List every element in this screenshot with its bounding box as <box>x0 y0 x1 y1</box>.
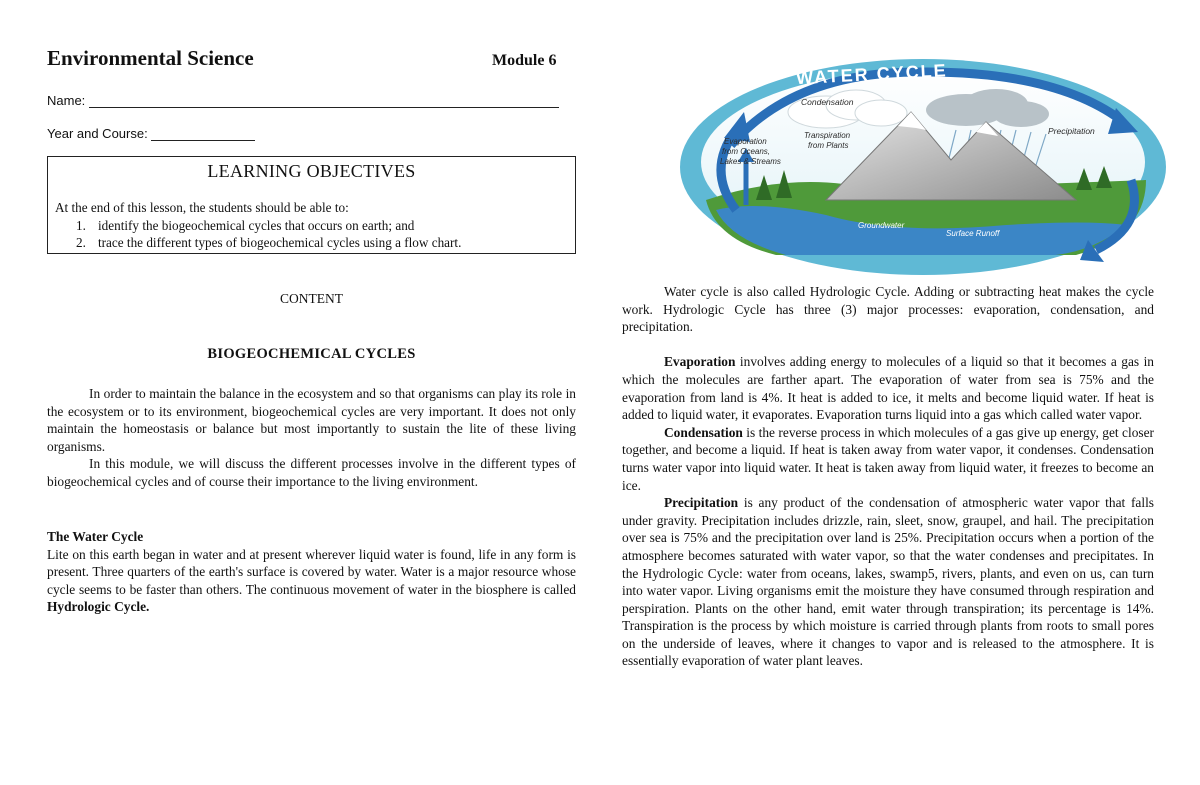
water-cycle-text <box>47 546 576 616</box>
precipitation-term: Precipitation <box>664 495 739 511</box>
objective-text: identify the biogeochemical cycles that occurs on earth; and <box>98 218 415 233</box>
objective-number: 1. <box>76 218 86 233</box>
label-groundwater: Groundwater <box>858 221 905 230</box>
precipitation-text: is any product of the condensation of atmospheric water vapor that falls under gravity. Precipitation includes drizzle, rain, sleet, snow, graupel, and hail. The precipitation over sea is 75% and the precipitation over land is 25%. Precipitation occurs when a portion of the atmosphere becomes saturated with water vapor, so that the water condenses and precipitates. In the Hydrologic Cycle: water from oceans, lakes, swamp5, rivers, plants, and even on us, can turn into water vapor. Living organisms emit the moisture they have consumed through respiration and perspiration. Plants on the other hand, emit water through transpiration; its percentage is 14%. Transpiration is the process by which moisture is carried through plants from roots to small pores on the underside of leaves, where it changes to vapor and is released to the atmosphere. It is essentially evaporation of water plant leaves. <box>622 495 1154 669</box>
hydrologic-intro-paragraph: Water cycle is also called Hydrologic Cycle. Adding or subtracting heat makes the cycle work. Hydrologic Cycle has three (3) major processes: evaporation, condensation, and precipitation. <box>622 284 1154 335</box>
evaporation-term: Evaporation <box>664 354 736 370</box>
precipitation-paragraph <box>622 494 1154 670</box>
name-blank-line[interactable] <box>89 95 559 108</box>
water-cycle-diagram <box>676 50 1170 278</box>
objective-number: 2. <box>76 235 86 250</box>
evaporation-paragraph <box>622 353 1154 423</box>
label-precipitation: Precipitation <box>1048 126 1095 136</box>
objective-item <box>76 234 461 251</box>
learning-objectives-box <box>47 156 576 254</box>
label-evaporation: Evaporation from Oceans, Lakes & Streams <box>720 137 781 166</box>
water-cycle-body: Lite on this earth began in water and at present wherever liquid water is found, life in any form is present. Three quarters of the earth's surface is covered by water. Water is a major resource whose cycle seems to be faster than others. The continuous movement of water in the biosphere is called <box>47 546 576 597</box>
name-label: Name: <box>47 93 86 108</box>
module-label: Module 6 <box>492 52 557 69</box>
condensation-paragraph <box>622 424 1154 494</box>
year-course-label: Year and Course: <box>47 126 148 141</box>
content-heading: CONTENT <box>280 291 343 306</box>
label-transpiration: Transpiration from Plants <box>804 131 851 150</box>
label-condensation: Condensation <box>801 97 854 107</box>
section-heading: BIOGEOCHEMICAL CYCLES <box>207 346 416 362</box>
evaporation-text: involves adding energy to molecules of a liquid so that it becomes a gas in which the molecules are farther apart. The evaporation of water from sea is 75% and the evaporation from land is 4%. It heat is added to ice, it melts and become liquid water. If heat is added to liquid water, it evaporates. Evaporation turns liquid into a gas which called water vapor. <box>622 354 1154 423</box>
objectives-list <box>76 217 461 251</box>
year-course-field <box>47 126 255 141</box>
name-field <box>47 93 559 108</box>
intro-paragraph: In order to maintain the balance in the ecosystem and so that organisms can play its role in the ecosystem or to its environment, biogeochemical cycles are very important. It does not only maintain the homeostasis or balance but most importantly to sustain the lite of these living organisms. <box>47 386 576 454</box>
objectives-intro: At the end of this lesson, the students should be able to: <box>55 200 349 215</box>
condensation-term: Condensation <box>664 424 743 440</box>
hydrologic-cycle-term: Hydrologic Cycle. <box>47 599 150 615</box>
year-course-blank-line[interactable] <box>151 128 255 141</box>
intro-paragraph: In this module, we will discuss the different processes involve in the different types of biogeochemical cycles and of course their importance to the living environment. <box>47 456 576 489</box>
intro-text <box>47 385 576 491</box>
water-cycle-heading: The Water Cycle <box>47 529 144 544</box>
document-title: Environmental Science <box>47 46 254 70</box>
right-column-text <box>622 283 1154 670</box>
diagram-title: WATER CYCLE <box>795 60 949 89</box>
objective-item <box>76 217 461 234</box>
objectives-heading: LEARNING OBJECTIVES <box>207 161 416 181</box>
condensation-text: is the reverse process in which molecules of a gas give up energy, get closer together, and become a liquid. If heat is taken away from water vapor, it condenses. Condensation turns water vapor into liquid water. It heat is taken away from liquid water, it freezes to become an ice. <box>622 424 1154 493</box>
objective-text: trace the different types of biogeochemical cycles using a flow chart. <box>98 235 462 250</box>
water-cycle-section <box>47 528 576 616</box>
label-surface-runoff: Surface Runoff <box>946 229 1000 238</box>
